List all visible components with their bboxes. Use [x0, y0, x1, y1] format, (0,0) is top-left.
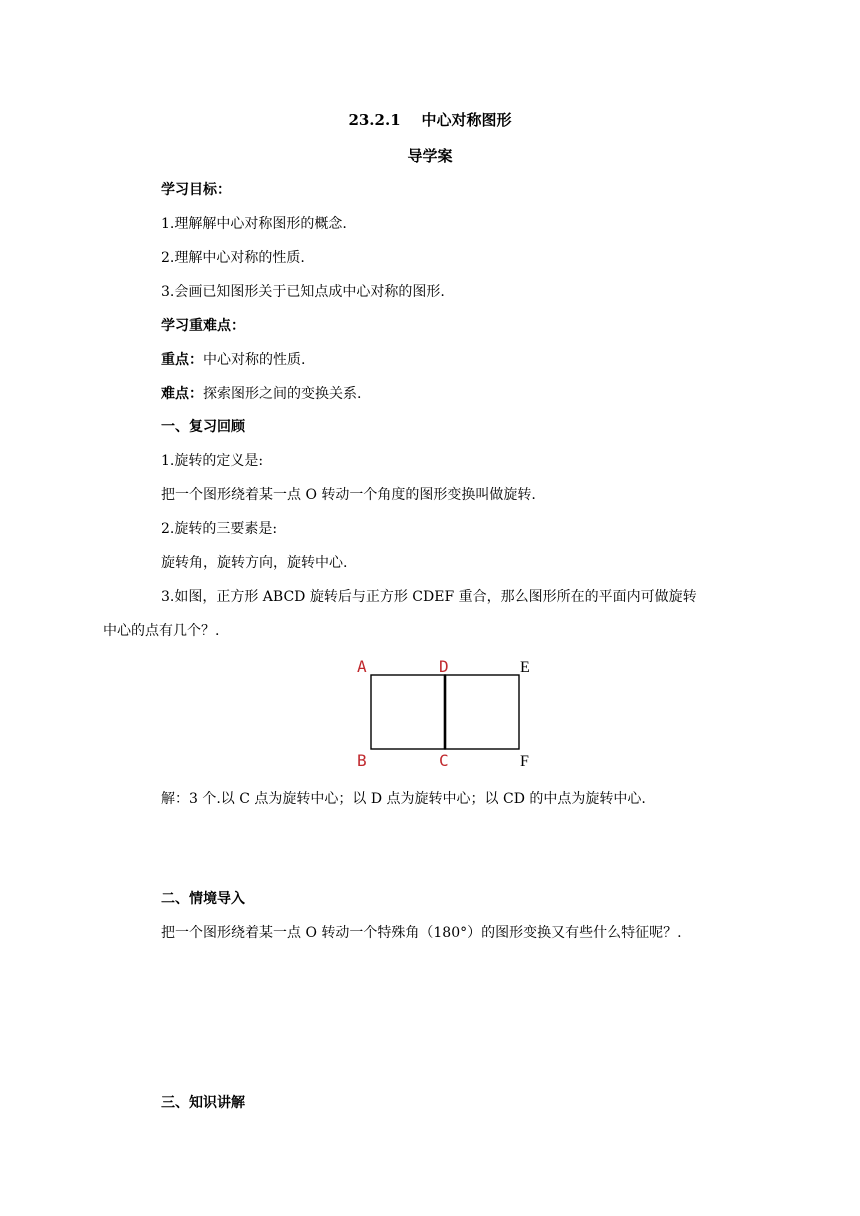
hard-point-line: [161, 384, 361, 404]
intro-text: 把一个图形绕着某一点 O 转动一个特殊角（180°）的图形变换又有些什么特征呢？.: [161, 925, 682, 941]
goals-heading: 学习目标：: [161, 182, 231, 198]
squares-figure: [352, 652, 542, 774]
key-point-text: 中心对称的性质.: [203, 352, 306, 368]
review-answer-1: 把一个图形绕着某一点 O 转动一个角度的图形变换叫做旋转.: [161, 487, 536, 503]
title-text: 中心对称图形: [421, 111, 512, 129]
goal-item-1: 1.理解解中心对称图形的概念.: [161, 216, 347, 232]
title-number: 23.2.1: [348, 111, 401, 129]
goal-item-2: 2.理解中心对称的性质.: [161, 250, 305, 266]
label-d: D: [439, 657, 449, 676]
review-solution: 解：3 个.以 C 点为旋转中心；以 D 点为旋转中心；以 CD 的中点为旋转中心.: [161, 791, 646, 807]
review-answer-2: 旋转角，旋转方向，旋转中心.: [161, 555, 348, 571]
square-abcd: [371, 675, 445, 749]
key-point-line: [161, 350, 305, 370]
page-title: [0, 110, 860, 130]
intro-heading: 二、情境导入: [161, 891, 245, 907]
page-subtitle: 导学案: [407, 147, 453, 165]
label-b: B: [357, 751, 367, 770]
knowledge-heading: 三、知识讲解: [161, 1095, 245, 1111]
review-question-1: 1.旋转的定义是:: [161, 453, 264, 469]
label-a: A: [357, 657, 367, 676]
label-f: F: [520, 753, 529, 770]
key-points-heading: 学习重难点：: [161, 318, 245, 334]
key-point-label: 重点：: [161, 352, 203, 368]
hard-point-label: 难点：: [161, 386, 203, 402]
square-cdef: [445, 675, 519, 749]
label-c: C: [439, 751, 449, 770]
goal-item-3: 3.会画已知图形关于已知点成中心对称的图形.: [161, 284, 445, 300]
hard-point-text: 探索图形之间的变换关系.: [203, 386, 362, 402]
review-question-3-line-2: 中心的点有几个？.: [103, 623, 220, 639]
review-heading: 一、复习回顾: [161, 419, 245, 435]
review-question-2: 2.旋转的三要素是:: [161, 521, 278, 537]
label-e: E: [520, 659, 530, 676]
review-question-3-line-1: 3.如图，正方形 ABCD 旋转后与正方形 CDEF 重合，那么图形所在的平面内可做旋转: [161, 589, 697, 605]
